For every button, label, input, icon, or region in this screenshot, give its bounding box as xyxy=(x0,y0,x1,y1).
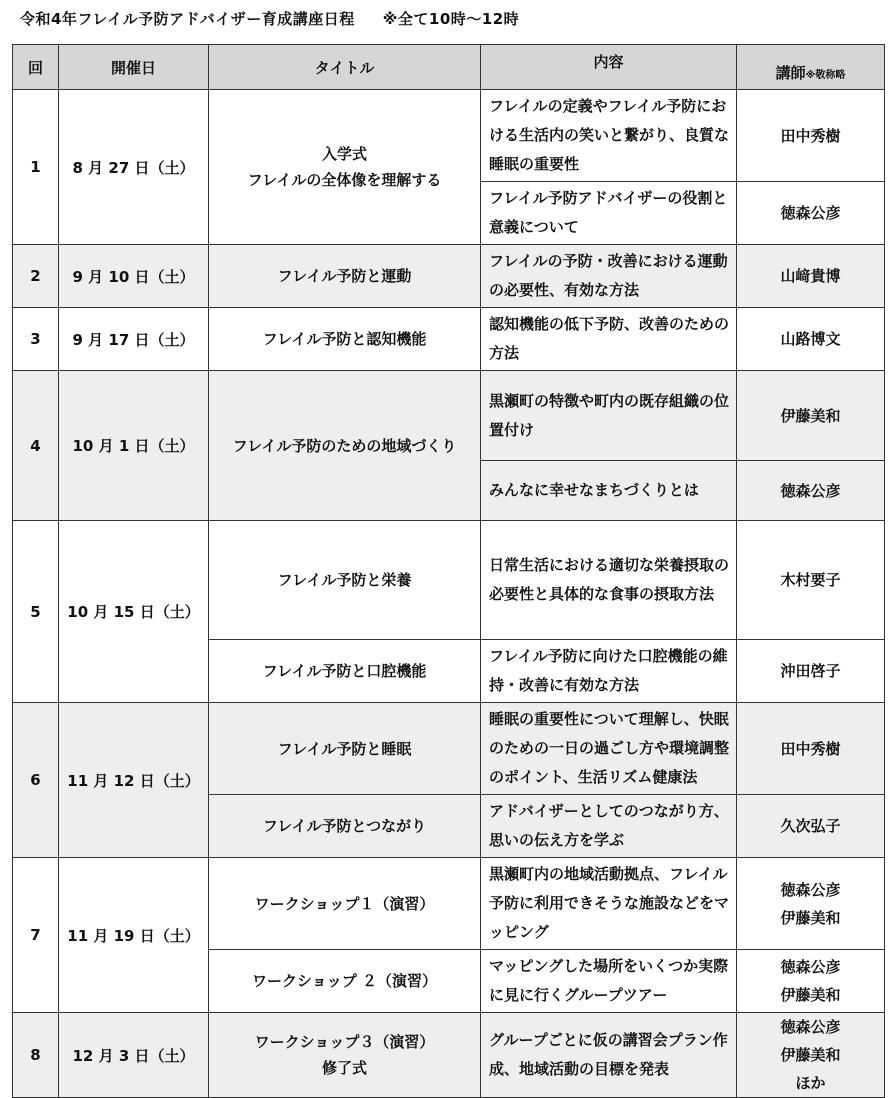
session-content: 睡眠の重要性について理解し、快眠のための一日の過ごし方や環境調整のポイント、生活リズム健康法 xyxy=(481,703,737,795)
session-date: 10 月 15 日（土） xyxy=(59,521,209,703)
session-lecturer: 田中秀樹 xyxy=(737,703,885,795)
session-number: 2 xyxy=(13,245,59,308)
session-date: 9 月 10 日（土） xyxy=(59,245,209,308)
session-content: グループごとに仮の講習会プラン作成、地域活動の目標を発表 xyxy=(481,1013,737,1098)
session-number: 4 xyxy=(13,371,59,521)
session-lecturer: 沖田啓子 xyxy=(737,640,885,703)
session-title: フレイル予防と睡眠 xyxy=(209,703,481,795)
session-content: フレイルの定義やフレイル予防における生活内の笑いと繋がり、良質な睡眠の重要性 xyxy=(481,90,737,182)
table-row xyxy=(13,245,885,308)
session-number: 3 xyxy=(13,308,59,371)
table-row xyxy=(13,703,885,795)
table-row xyxy=(13,858,885,950)
session-date: 12 月 3 日（土） xyxy=(59,1013,209,1098)
session-lecturer: 徳森公彦 xyxy=(737,182,885,245)
table-row xyxy=(13,90,885,182)
session-lecturer: 徳森公彦 xyxy=(737,461,885,521)
page-title xyxy=(20,8,519,29)
session-lecturer: 伊藤美和 xyxy=(737,371,885,461)
table-row xyxy=(13,1013,885,1098)
table-row xyxy=(13,371,885,461)
header-lecturer xyxy=(737,45,885,90)
session-title: フレイル予防と栄養 xyxy=(209,521,481,640)
session-content: 日常生活における適切な栄養摂取の必要性と具体的な食事の摂取方法 xyxy=(481,521,737,640)
header-title: タイトル xyxy=(209,45,481,90)
session-date: 11 月 12 日（土） xyxy=(59,703,209,858)
session-title: フレイル予防と運動 xyxy=(209,245,481,308)
header-row xyxy=(13,45,885,90)
session-lecturer: 木村要子 xyxy=(737,521,885,640)
session-number: 6 xyxy=(13,703,59,858)
session-content: みんなに幸せなまちづくりとは xyxy=(481,461,737,521)
header-lecturer-label: 講師 xyxy=(775,64,806,82)
session-lecturer: 山路博文 xyxy=(737,308,885,371)
session-lecturer: 徳森公彦 伊藤美和 xyxy=(737,950,885,1013)
session-title: フレイル予防のための地域づくり xyxy=(209,371,481,521)
session-date: 10 月 1 日（土） xyxy=(59,371,209,521)
time-note: ※全て10時～12時 xyxy=(382,10,520,28)
schedule-body xyxy=(13,90,885,1098)
session-lecturer: 久次弘子 xyxy=(737,795,885,858)
session-content: フレイルの予防・改善における運動の必要性、有効な方法 xyxy=(481,245,737,308)
session-title: ワークショップ ２（演習） xyxy=(209,950,481,1013)
page-title-main: 令和4年フレイル予防アドバイザー育成講座日程 xyxy=(20,10,355,28)
session-title: ワークショップ３（演習） 修了式 xyxy=(209,1013,481,1098)
header-date: 開催日 xyxy=(59,45,209,90)
session-content: フレイル予防アドバイザーの役割と意義について xyxy=(481,182,737,245)
session-title: ワークショップ１（演習） xyxy=(209,858,481,950)
session-lecturer: 山﨑貴博 xyxy=(737,245,885,308)
session-content: フレイル予防に向けた口腔機能の維持・改善に有効な方法 xyxy=(481,640,737,703)
session-lecturer: 徳森公彦 伊藤美和 xyxy=(737,858,885,950)
session-title: フレイル予防と認知機能 xyxy=(209,308,481,371)
schedule-table xyxy=(12,44,885,1098)
session-date: 9 月 17 日（土） xyxy=(59,308,209,371)
session-content: アドバイザーとしてのつながり方、思いの伝え方を学ぶ xyxy=(481,795,737,858)
session-number: 1 xyxy=(13,90,59,245)
session-lecturer: 徳森公彦 伊藤美和 ほか xyxy=(737,1013,885,1098)
session-number: 8 xyxy=(13,1013,59,1098)
header-lecturer-suffix: ※敬称略 xyxy=(805,70,846,81)
session-title: フレイル予防と口腔機能 xyxy=(209,640,481,703)
table-row xyxy=(13,521,885,640)
table-row xyxy=(13,308,885,371)
session-lecturer: 田中秀樹 xyxy=(737,90,885,182)
header-no: 回 xyxy=(13,45,59,90)
session-content: マッピングした場所をいくつか実際に見に行くグループツアー xyxy=(481,950,737,1013)
session-date: 11 月 19 日（土） xyxy=(59,858,209,1013)
session-title: フレイル予防とつながり xyxy=(209,795,481,858)
header-content: 内容 xyxy=(481,45,737,90)
session-title: 入学式 フレイルの全体像を理解する xyxy=(209,90,481,245)
session-number: 5 xyxy=(13,521,59,703)
session-date: 8 月 27 日（土） xyxy=(59,90,209,245)
session-number: 7 xyxy=(13,858,59,1013)
session-content: 黒瀬町の特徴や町内の既存組織の位置付け xyxy=(481,371,737,461)
session-content: 黒瀬町内の地域活動拠点、フレイル予防に利用できそうな施設などをマッピング xyxy=(481,858,737,950)
session-content: 認知機能の低下予防、改善のための方法 xyxy=(481,308,737,371)
